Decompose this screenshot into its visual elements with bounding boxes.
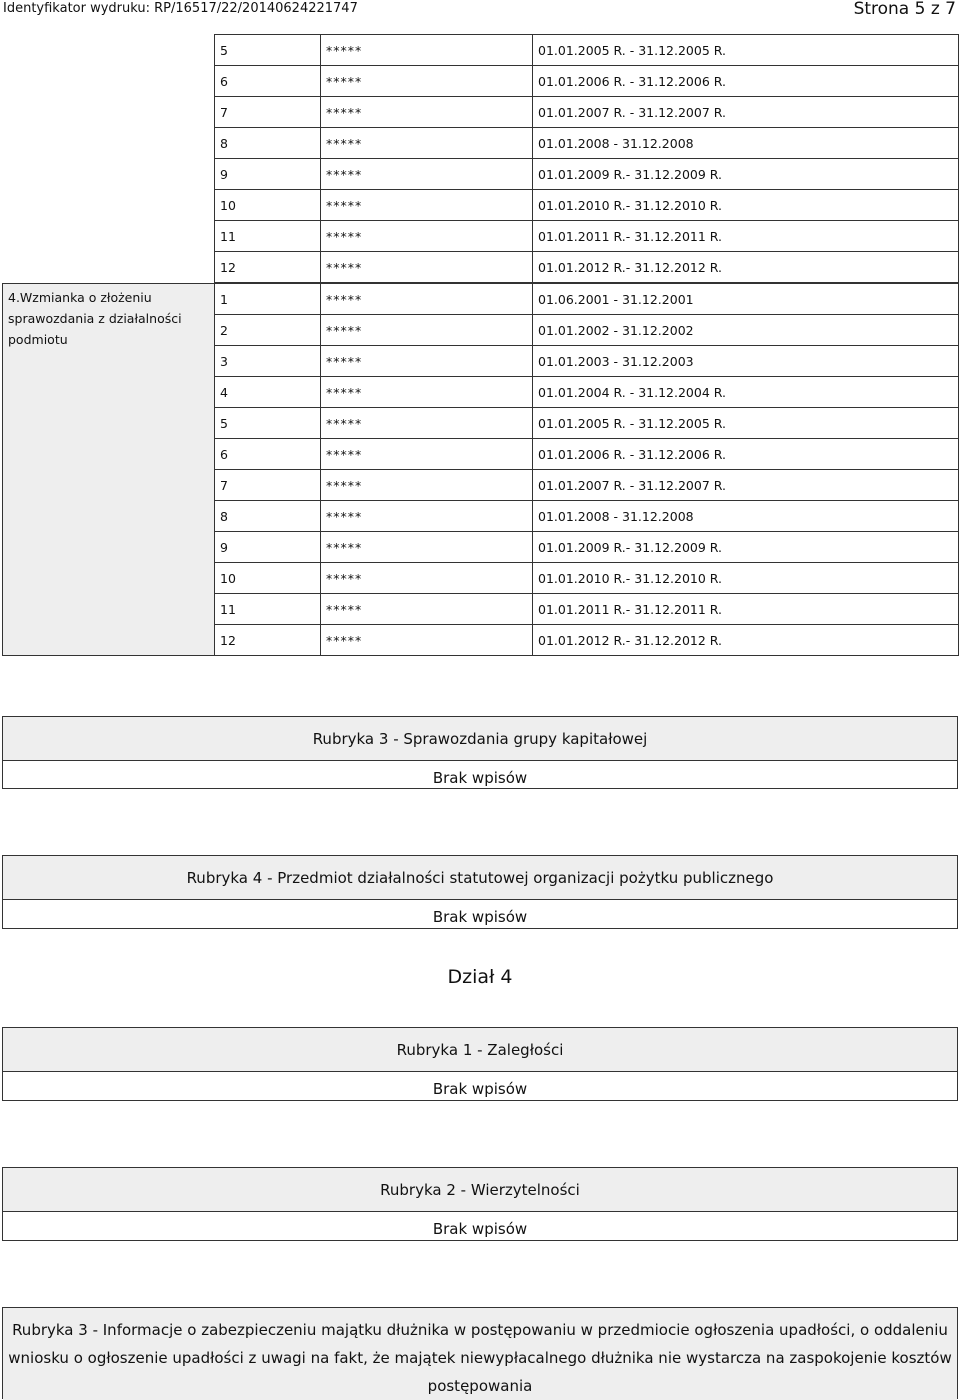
division-heading: Dział 4 (447, 966, 513, 988)
row-number: 12 (215, 625, 321, 656)
period-value: 01.01.2008 - 31.12.2008 (533, 501, 959, 532)
masked-value: ***** (321, 408, 533, 439)
period-value: 01.01.2012 R.- 31.12.2012 R. (533, 625, 959, 656)
period-value: 01.01.2009 R.- 31.12.2009 R. (533, 159, 959, 190)
print-header (0, 0, 960, 22)
masked-value: ***** (321, 439, 533, 470)
section-rubryka-1-zaleglosci (2, 1027, 958, 1101)
row-number: 7 (215, 97, 321, 128)
section-title: Rubryka 3 - Sprawozdania grupy kapitałowej (3, 717, 957, 761)
period-value: 01.06.2001 - 31.12.2001 (533, 284, 959, 315)
masked-value: ***** (321, 625, 533, 656)
section-rubryka-3-sprawozdania (2, 716, 958, 789)
row-number: 1 (215, 284, 321, 315)
masked-value: ***** (321, 346, 533, 377)
report-table-continued (214, 34, 959, 283)
masked-value: ***** (321, 66, 533, 97)
section-empty-note: Brak wpisów (432, 1080, 528, 1098)
masked-value: ***** (321, 563, 533, 594)
section-title: Rubryka 4 - Przedmiot działalności statutowej organizacji pożytku publicznego (3, 856, 957, 900)
section-title: Rubryka 3 - Informacje o zabezpieczeniu majątku dłużnika w postępowaniu w przedmiocie ogłoszenia upadłości, o oddaleniu wniosku o ogłoszenie upadłości z uwagi na fakt, że majątek niewypłacalnego dłużnika nie wystarcza na zaspokojenie kosztów postępowania (3, 1308, 957, 1400)
section-rubryka-4-przedmiot (2, 855, 958, 929)
masked-value: ***** (321, 128, 533, 159)
row-number: 9 (215, 159, 321, 190)
row-number: 8 (215, 501, 321, 532)
row-number: 5 (215, 408, 321, 439)
table-row (215, 252, 959, 283)
period-value: 01.01.2003 - 31.12.2003 (533, 346, 959, 377)
period-value: 01.01.2011 R.- 31.12.2011 R. (533, 594, 959, 625)
section-rubryka-2-wierzytelnosci (2, 1167, 958, 1241)
row-number: 5 (215, 35, 321, 66)
masked-value: ***** (321, 35, 533, 66)
period-value: 01.01.2006 R. - 31.12.2006 R. (533, 66, 959, 97)
period-value: 01.01.2008 - 31.12.2008 (533, 128, 959, 159)
row-number: 11 (215, 594, 321, 625)
row-number: 4 (215, 377, 321, 408)
period-value: 01.01.2005 R. - 31.12.2005 R. (533, 408, 959, 439)
masked-value: ***** (321, 252, 533, 283)
table-row (3, 284, 959, 315)
section-empty-note: Brak wpisów (432, 908, 528, 926)
period-value: 01.01.2011 R.- 31.12.2011 R. (533, 221, 959, 252)
table-row (215, 221, 959, 252)
masked-value: ***** (321, 221, 533, 252)
masked-value: ***** (321, 159, 533, 190)
page-counter: Strona 5 z 7 (853, 0, 956, 19)
masked-value: ***** (321, 501, 533, 532)
period-value: 01.01.2002 - 31.12.2002 (533, 315, 959, 346)
row-number: 10 (215, 190, 321, 221)
masked-value: ***** (321, 377, 533, 408)
row-number: 12 (215, 252, 321, 283)
period-value: 01.01.2004 R. - 31.12.2004 R. (533, 377, 959, 408)
masked-value: ***** (321, 97, 533, 128)
period-value: 01.01.2007 R. - 31.12.2007 R. (533, 97, 959, 128)
masked-value: ***** (321, 190, 533, 221)
section-empty-note: Brak wpisów (432, 1220, 528, 1238)
period-value: 01.01.2009 R.- 31.12.2009 R. (533, 532, 959, 563)
report-table-wzmianka (2, 283, 959, 656)
masked-value: ***** (321, 284, 533, 315)
section-rubryka-3-zabezpieczenie (2, 1307, 958, 1399)
section-title: Rubryka 1 - Zaległości (3, 1028, 957, 1072)
row-group-label: 4.Wzmianka o złożeniu sprawozdania z działalności podmiotu (3, 284, 215, 656)
masked-value: ***** (321, 470, 533, 501)
row-number: 10 (215, 563, 321, 594)
period-value: 01.01.2006 R. - 31.12.2006 R. (533, 439, 959, 470)
row-number: 6 (215, 66, 321, 97)
period-value: 01.01.2005 R. - 31.12.2005 R. (533, 35, 959, 66)
table-row (215, 190, 959, 221)
masked-value: ***** (321, 594, 533, 625)
row-number: 9 (215, 532, 321, 563)
row-number: 7 (215, 470, 321, 501)
print-identifier: Identyfikator wydruku: RP/16517/22/20140624221747 (3, 1, 358, 16)
masked-value: ***** (321, 532, 533, 563)
section-empty-note: Brak wpisów (432, 769, 528, 787)
row-number: 8 (215, 128, 321, 159)
table-row (215, 35, 959, 66)
section-title: Rubryka 2 - Wierzytelności (3, 1168, 957, 1212)
period-value: 01.01.2010 R.- 31.12.2010 R. (533, 190, 959, 221)
row-number: 11 (215, 221, 321, 252)
period-value: 01.01.2010 R.- 31.12.2010 R. (533, 563, 959, 594)
row-number: 3 (215, 346, 321, 377)
row-number: 6 (215, 439, 321, 470)
period-value: 01.01.2012 R.- 31.12.2012 R. (533, 252, 959, 283)
row-number: 2 (215, 315, 321, 346)
table-row (215, 97, 959, 128)
table-row (215, 66, 959, 97)
table-row (215, 128, 959, 159)
masked-value: ***** (321, 315, 533, 346)
period-value: 01.01.2007 R. - 31.12.2007 R. (533, 470, 959, 501)
table-row (215, 159, 959, 190)
